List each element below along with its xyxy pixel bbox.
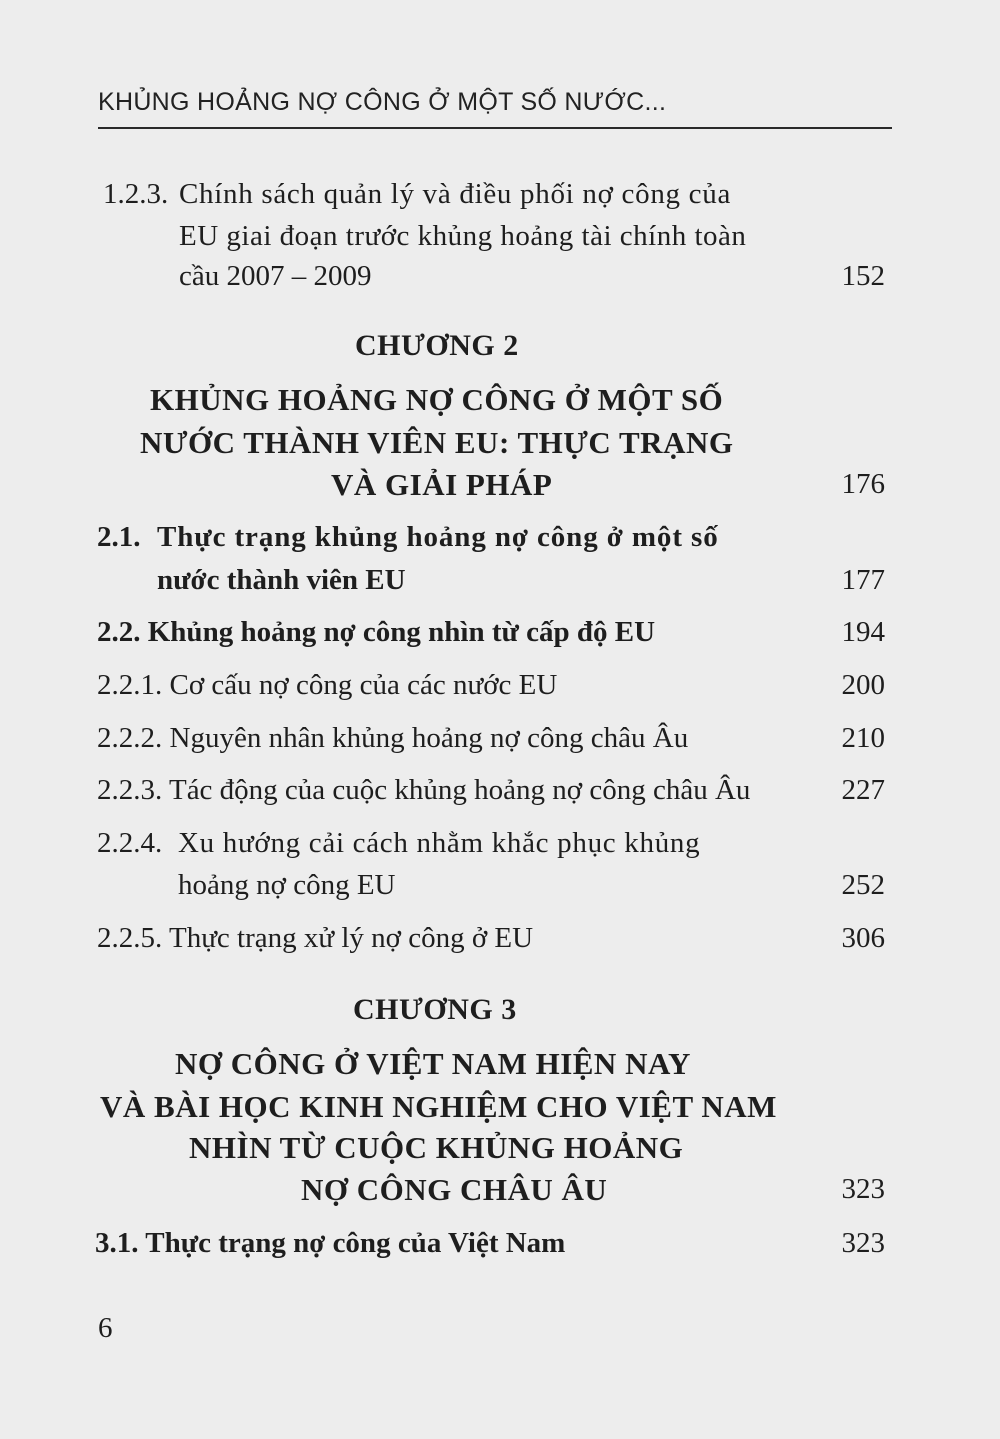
entry-2-2-page: 194 bbox=[841, 616, 885, 648]
chapter-2-label: CHƯƠNG 2 bbox=[355, 329, 519, 362]
chapter-3-label: CHƯƠNG 3 bbox=[353, 993, 517, 1026]
entry-2-2-3-text: 2.2.3. Tác động của cuộc khủng hoảng nợ công châu Âu bbox=[97, 774, 751, 806]
entry-2-1-line2: nước thành viên EU bbox=[157, 564, 406, 596]
chapter-3-title-line1: NỢ CÔNG Ở VIỆT NAM HIỆN NAY bbox=[175, 1046, 691, 1081]
chapter-2-title-line3: VÀ GIẢI PHÁP bbox=[331, 467, 553, 502]
entry-3-1-text: 3.1. Thực trạng nợ công của Việt Nam bbox=[95, 1227, 566, 1259]
entry-1-2-3-number: 1.2.3. bbox=[103, 178, 169, 210]
chapter-3-title-line3: NHÌN TỪ CUỘC KHỦNG HOẢNG bbox=[189, 1130, 684, 1165]
entry-2-2-4-line1: Xu hướng cải cách nhằm khắc phục khủng bbox=[178, 827, 701, 859]
entry-3-1-page: 323 bbox=[841, 1227, 885, 1259]
entry-1-2-3-line3: cầu 2007 – 2009 bbox=[179, 260, 372, 292]
entry-2-2-4-number: 2.2.4. bbox=[97, 827, 163, 859]
chapter-2-page: 176 bbox=[841, 468, 885, 500]
chapter-3-page: 323 bbox=[841, 1173, 885, 1205]
entry-1-2-3-page: 152 bbox=[841, 260, 885, 292]
chapter-3-title-line4: NỢ CÔNG CHÂU ÂU bbox=[301, 1172, 608, 1207]
entry-2-2-2-text: 2.2.2. Nguyên nhân khủng hoảng nợ công châu Âu bbox=[97, 722, 689, 754]
entry-2-2-1-page: 200 bbox=[841, 669, 885, 701]
chapter-2-title-line1: KHỦNG HOẢNG NỢ CÔNG Ở MỘT SỐ bbox=[150, 382, 724, 417]
entry-2-2-3-page: 227 bbox=[841, 774, 885, 806]
entry-2-1-page: 177 bbox=[841, 564, 885, 596]
page-number: 6 bbox=[98, 1312, 113, 1344]
entry-2-2-5-text: 2.2.5. Thực trạng xử lý nợ công ở EU bbox=[97, 922, 534, 954]
entry-2-2-text: 2.2. Khủng hoảng nợ công nhìn từ cấp độ EU bbox=[97, 616, 656, 648]
entry-1-2-3-line1: Chính sách quản lý và điều phối nợ công của bbox=[179, 178, 732, 210]
header-rule bbox=[98, 127, 892, 129]
chapter-2-title-line2: NƯỚC THÀNH VIÊN EU: THỰC TRẠNG bbox=[140, 425, 734, 460]
running-header: KHỦNG HOẢNG NỢ CÔNG Ở MỘT SỐ NƯỚC... bbox=[98, 88, 667, 116]
entry-2-1-line1: Thực trạng khủng hoảng nợ công ở một số bbox=[157, 521, 719, 553]
entry-1-2-3-line2: EU giai đoạn trước khủng hoảng tài chính toàn bbox=[179, 220, 747, 252]
entry-2-2-5-page: 306 bbox=[841, 922, 885, 954]
chapter-3-title-line2: VÀ BÀI HỌC KINH NGHIỆM CHO VIỆT NAM bbox=[100, 1089, 777, 1124]
entry-2-2-1-text: 2.2.1. Cơ cấu nợ công của các nước EU bbox=[97, 669, 558, 701]
entry-2-2-4-line2: hoảng nợ công EU bbox=[178, 869, 396, 901]
entry-2-2-2-page: 210 bbox=[841, 722, 885, 754]
entry-2-2-4-page: 252 bbox=[841, 869, 885, 901]
entry-2-1-number: 2.1. bbox=[97, 521, 141, 553]
